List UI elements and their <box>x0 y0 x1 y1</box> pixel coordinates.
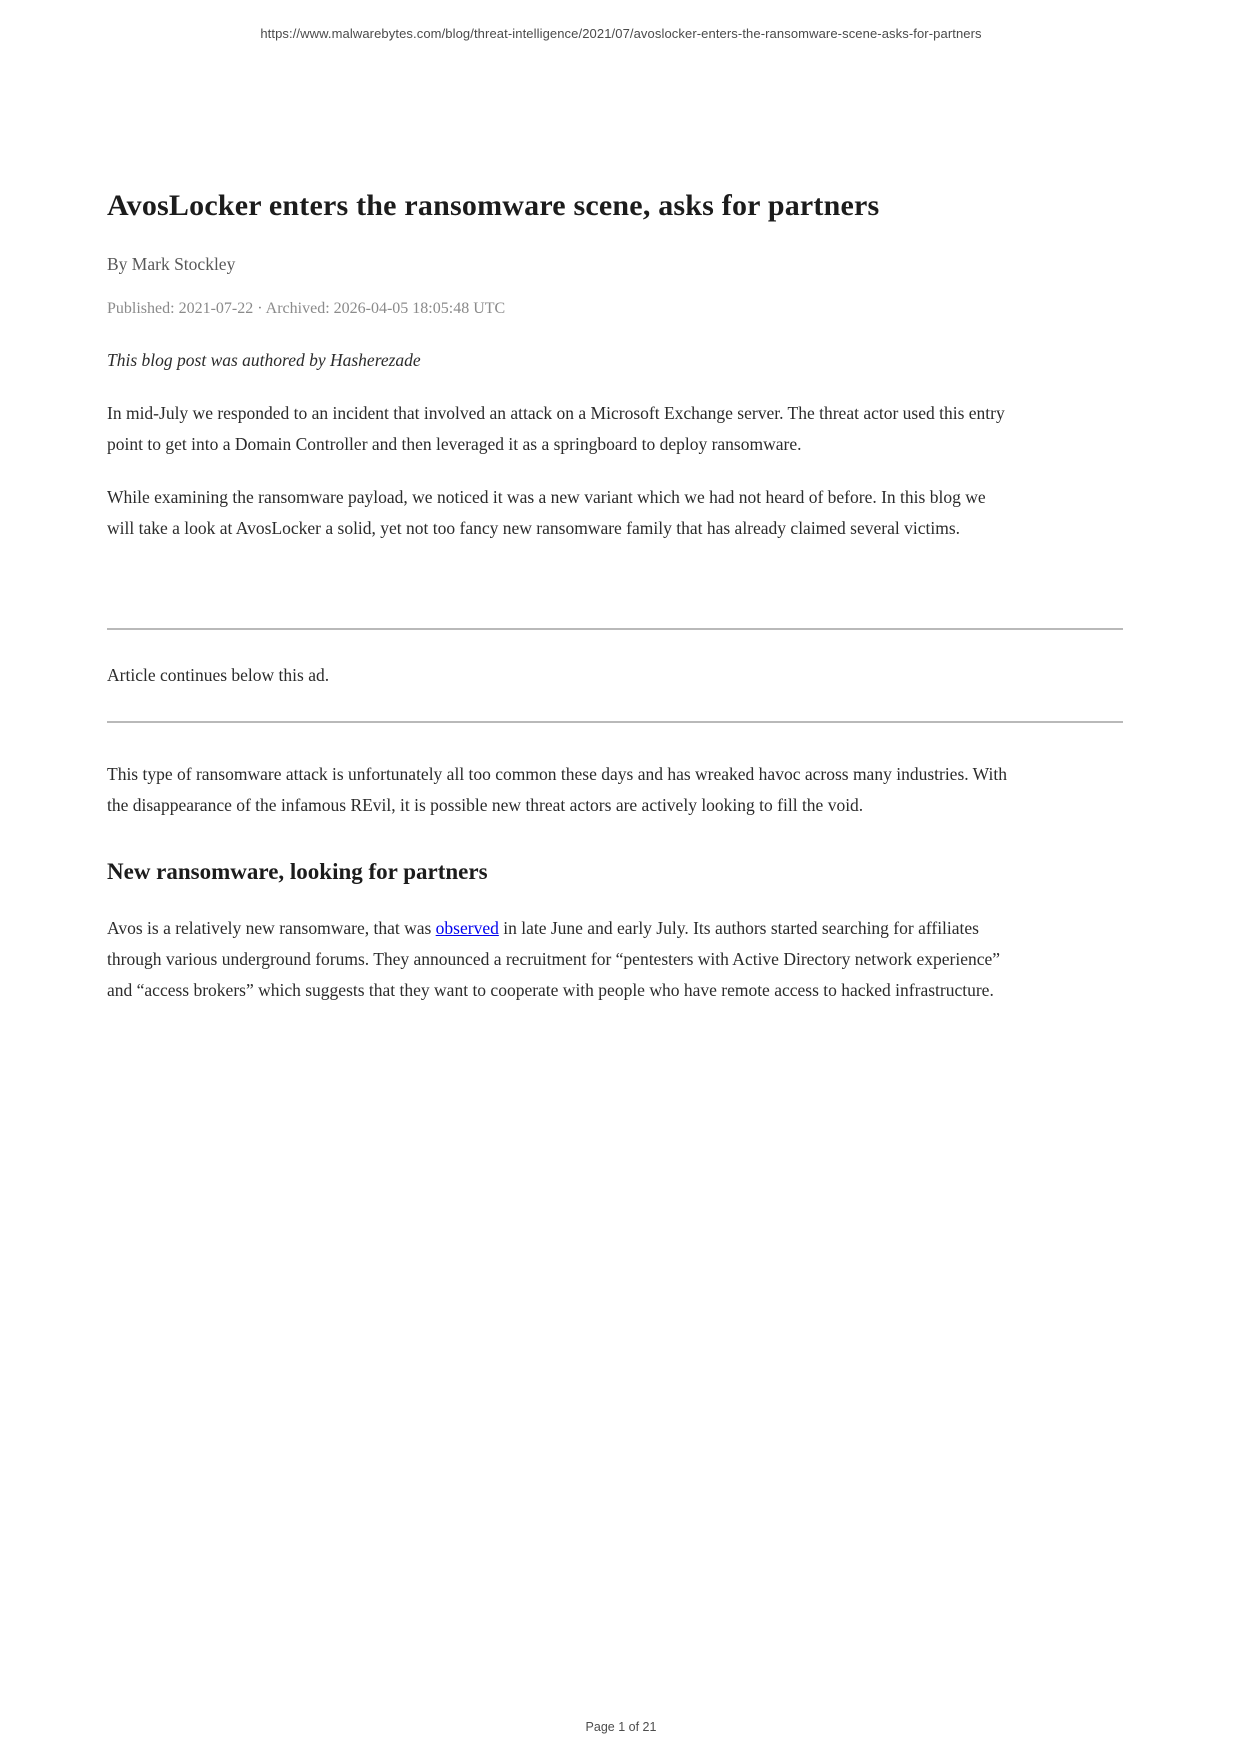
paragraph-intro: In mid-July we responded to an incident that involved an attack on a Microsoft Exchange server. The threat actor used this entry point to get into a Domain Controller and then leveraged it as a springboard to deploy ransomware. <box>107 403 1005 454</box>
article-content <box>107 186 1123 1028</box>
paragraph-avos-post: in late June and early July. Its authors started searching for affiliates through various underground forums. They announced a recruitment for “pentesters with Active Directory network experience” and “access brokers” which suggests that they want to cooperate with people who have remote access to hacked infrastructure. <box>107 918 1001 1000</box>
page-footer: Page 1 of 21 <box>585 1720 657 1734</box>
paragraph-variant: While examining the ransomware payload, we noticed it was a new variant which we had not heard of before. In this blog we will take a look at AvosLocker a solid, yet not too fancy new ransomware family that has already claimed several victims. <box>107 487 986 538</box>
ad-divider-bottom <box>107 721 1123 723</box>
paragraph-avos <box>107 913 1007 1006</box>
authored-note: This blog post was authored by Hasherezade <box>107 350 421 370</box>
observed-link[interactable]: observed <box>435 918 499 938</box>
paragraph-avos-pre: Avos is a relatively new ransomware, that was <box>107 918 436 938</box>
page-title: AvosLocker enters the ransomware scene, asks for partners <box>107 189 880 222</box>
url-header: https://www.malwarebytes.com/blog/threat-intelligence/2021/07/avoslocker-enters-the-ransomware-scene-asks-for-partners <box>260 26 982 41</box>
ad-divider-top <box>107 628 1123 630</box>
publish-archive-meta: Published: 2021-07-22 · Archived: 2026-04-05 18:05:48 UTC <box>107 300 506 317</box>
paragraph-common: This type of ransomware attack is unfortunately all too common these days and has wreaked havoc across many industries. With the disappearance of the infamous REvil, it is possible new threat actors are actively looking to fill the void. <box>107 764 1007 815</box>
section-heading: New ransomware, looking for partners <box>107 859 488 884</box>
ad-notice: Article continues below this ad. <box>107 665 330 685</box>
byline: By Mark Stockley <box>107 254 236 274</box>
